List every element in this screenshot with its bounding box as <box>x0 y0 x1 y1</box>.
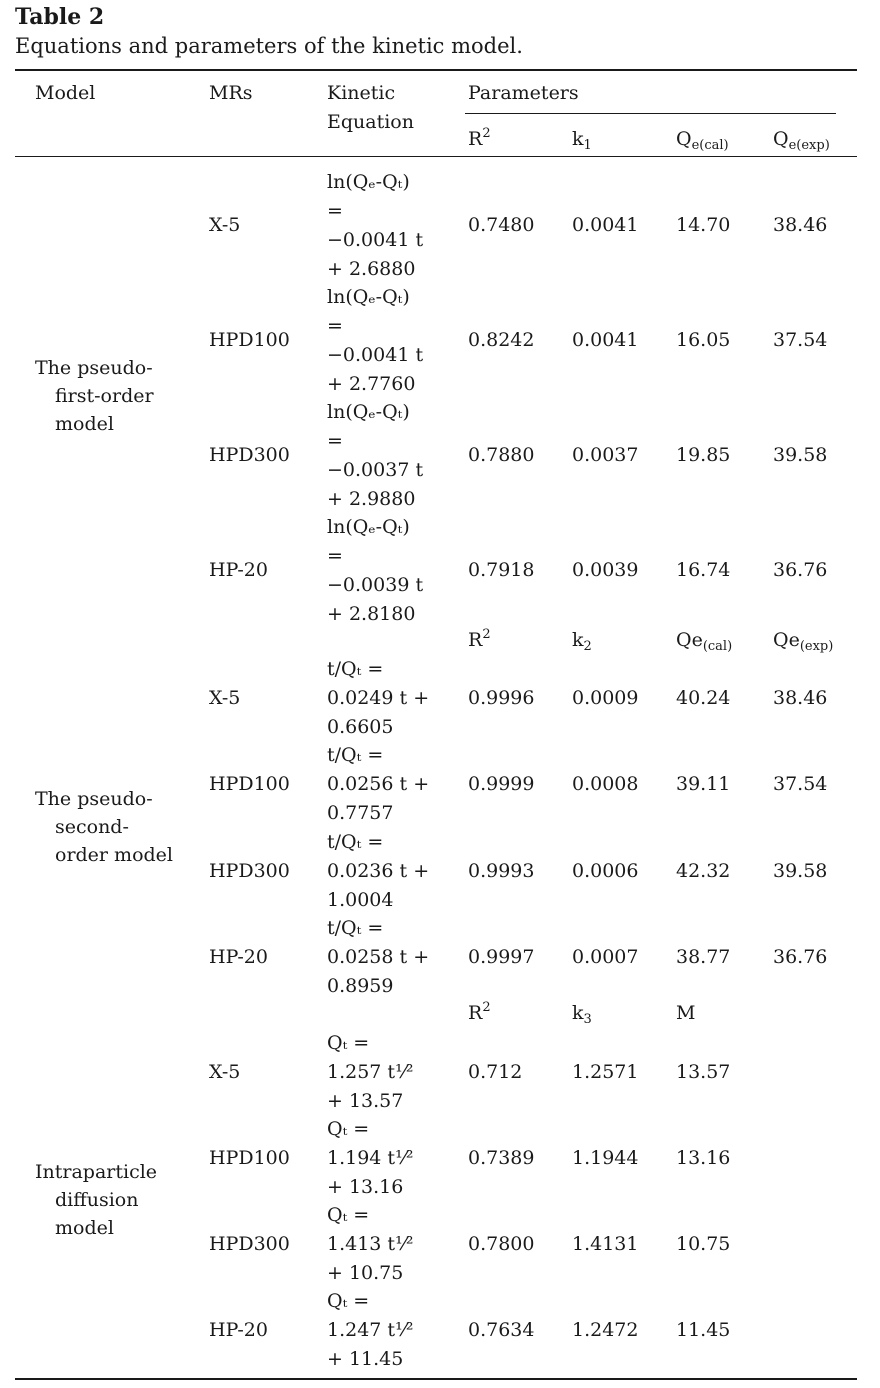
parameter-header <box>572 999 592 1028</box>
value-cell: 0.9999 <box>468 772 535 795</box>
value-cell: 0.0007 <box>572 945 639 968</box>
mr-cell: HPD300 <box>209 1232 290 1255</box>
value-cell: 0.7480 <box>468 214 535 237</box>
equation-line: t/Qₜ = <box>327 658 384 680</box>
value-cell: 13.16 <box>676 1146 731 1169</box>
mr-cell: HP-20 <box>209 945 268 968</box>
parameters-rule <box>465 113 836 114</box>
equation-line: ln(Qₑ-Qₜ) <box>327 171 410 193</box>
header-equation-line-1: Kinetic <box>327 82 396 104</box>
parameter-header-base: k <box>572 629 584 651</box>
parameter-header <box>572 626 592 655</box>
value-cell: 16.74 <box>676 559 731 582</box>
value-cell: 0.0041 <box>572 214 639 237</box>
model-name-line: Intraparticle <box>35 1161 158 1183</box>
equation-line: + 2.9880 <box>327 488 416 510</box>
parameter-header-base: R <box>468 128 483 150</box>
value-cell: 0.9993 <box>468 859 535 882</box>
value-cell: 0.7880 <box>468 444 535 467</box>
value-cell: 1.4131 <box>572 1232 639 1255</box>
equation-line: 1.247 t¹⁄² <box>327 1319 414 1341</box>
parameter-header-base: Q <box>773 128 789 150</box>
parameter-header-base: Qe <box>676 629 703 651</box>
parameter-header-base: k <box>572 1002 584 1024</box>
value-cell: 14.70 <box>676 214 731 237</box>
equation-line: + 2.7760 <box>327 373 416 395</box>
bottom-rule <box>15 1378 857 1380</box>
value-cell: 39.58 <box>773 444 828 467</box>
table-label: Table 2 <box>15 4 105 30</box>
value-cell: 0.9996 <box>468 686 535 709</box>
equation-cell <box>327 1115 413 1202</box>
model-name-line: diffusion <box>55 1189 139 1211</box>
value-cell: 0.0041 <box>572 329 639 352</box>
model-name-line: The pseudo- <box>35 357 153 379</box>
equation-line: 1.0004 <box>327 889 394 911</box>
mr-cell: HPD300 <box>209 444 290 467</box>
equation-line: −0.0039 t <box>327 574 424 596</box>
parameter-header-base: R <box>468 629 483 651</box>
equation-line: + 13.16 <box>327 1176 404 1198</box>
equation-line: t/Qₜ = <box>327 744 384 766</box>
parameter-header-sub: 3 <box>583 1012 592 1027</box>
parameter-header-sup: 2 <box>482 1000 491 1015</box>
value-cell: 1.1944 <box>572 1146 639 1169</box>
parameter-header <box>676 626 732 655</box>
model-name-line: model <box>55 1217 114 1239</box>
value-cell: 13.57 <box>676 1060 731 1083</box>
mr-cell: X-5 <box>209 686 241 709</box>
equation-cell <box>327 398 423 514</box>
header-rule <box>15 156 857 157</box>
equation-line: 1.413 t¹⁄² <box>327 1233 414 1255</box>
value-cell: 1.2571 <box>572 1060 639 1083</box>
equation-line: = <box>327 430 343 452</box>
value-cell: 39.58 <box>773 859 828 882</box>
equation-cell <box>327 1029 413 1116</box>
equation-cell <box>327 914 429 1001</box>
mr-cell: HPD100 <box>209 1146 290 1169</box>
value-cell: 0.7634 <box>468 1318 535 1341</box>
value-cell: 1.2472 <box>572 1318 639 1341</box>
value-cell: 38.46 <box>773 686 828 709</box>
equation-line: = <box>327 200 343 222</box>
value-cell: 0.7389 <box>468 1146 535 1169</box>
value-cell: 40.24 <box>676 686 731 709</box>
header-parameters: Parameters <box>468 82 579 104</box>
value-cell: 16.05 <box>676 329 731 352</box>
equation-line: −0.0041 t <box>327 229 424 251</box>
parameter-header <box>468 125 491 154</box>
value-cell: 36.76 <box>773 559 828 582</box>
value-cell: 11.45 <box>676 1318 731 1341</box>
value-cell: 0.712 <box>468 1060 523 1083</box>
equation-line: −0.0041 t <box>327 344 424 366</box>
parameter-header <box>676 125 729 154</box>
equation-cell <box>327 828 429 915</box>
equation-line: + 11.45 <box>327 1348 404 1370</box>
mr-cell: HPD100 <box>209 772 290 795</box>
parameter-header <box>773 125 830 154</box>
equation-line: −0.0037 t <box>327 459 424 481</box>
equation-cell <box>327 655 429 742</box>
equation-line: = <box>327 315 343 337</box>
value-cell: 37.54 <box>773 329 828 352</box>
equation-line: ln(Qₑ-Qₜ) <box>327 516 410 538</box>
equation-cell <box>327 168 423 284</box>
value-cell: 36.76 <box>773 945 828 968</box>
parameter-header-sub: e(cal) <box>691 138 729 153</box>
equation-line: Qₜ = <box>327 1290 370 1312</box>
equation-line: t/Qₜ = <box>327 917 384 939</box>
model-name-line: first-order <box>55 385 154 407</box>
equation-cell <box>327 1287 413 1374</box>
value-cell: 10.75 <box>676 1232 731 1255</box>
parameter-header <box>676 999 695 1028</box>
header-equation-line-2: Equation <box>327 111 414 133</box>
equation-line: + 2.8180 <box>327 603 416 625</box>
parameter-header <box>572 125 592 154</box>
value-cell: 37.54 <box>773 772 828 795</box>
parameter-header-sup: 2 <box>482 627 491 642</box>
equation-cell <box>327 283 423 399</box>
equation-line: = <box>327 545 343 567</box>
equation-cell <box>327 1201 413 1288</box>
mr-cell: X-5 <box>209 214 241 237</box>
equation-line: 0.0236 t + <box>327 860 430 882</box>
value-cell: 42.32 <box>676 859 731 882</box>
model-name-line: order model <box>55 844 173 866</box>
parameter-header-sub: 1 <box>583 138 592 153</box>
parameter-header-base: k <box>572 128 584 150</box>
equation-line: + 2.6880 <box>327 258 416 280</box>
parameter-header-base: Qe <box>773 629 800 651</box>
value-cell: 0.7800 <box>468 1232 535 1255</box>
equation-line: 1.194 t¹⁄² <box>327 1147 414 1169</box>
parameter-header-sub: e(exp) <box>788 138 830 153</box>
equation-line: Qₜ = <box>327 1204 370 1226</box>
equation-line: ln(Qₑ-Qₜ) <box>327 286 410 308</box>
equation-line: Qₜ = <box>327 1032 370 1054</box>
mr-cell: HP-20 <box>209 1318 268 1341</box>
parameter-header-base: M <box>676 1002 696 1024</box>
equation-line: 0.8959 <box>327 975 394 997</box>
value-cell: 0.7918 <box>468 559 535 582</box>
table-title: Equations and parameters of the kinetic model. <box>15 34 523 58</box>
value-cell: 0.9997 <box>468 945 535 968</box>
model-name-line: The pseudo- <box>35 788 153 810</box>
value-cell: 38.46 <box>773 214 828 237</box>
parameter-header-sub: 2 <box>583 639 592 654</box>
parameter-header-sup: 2 <box>482 126 491 141</box>
equation-line: 0.0258 t + <box>327 946 430 968</box>
parameter-header <box>468 626 491 655</box>
value-cell: 0.0039 <box>572 559 639 582</box>
value-cell: 19.85 <box>676 444 731 467</box>
mr-cell: HP-20 <box>209 559 268 582</box>
equation-line: t/Qₜ = <box>327 831 384 853</box>
value-cell: 39.11 <box>676 772 731 795</box>
parameter-header-sub: (exp) <box>799 639 834 654</box>
parameter-header-base: Q <box>676 128 692 150</box>
equation-line: 1.257 t¹⁄² <box>327 1061 414 1083</box>
header-mrs: MRs <box>209 82 253 104</box>
equation-line: 0.0256 t + <box>327 773 430 795</box>
top-rule <box>15 69 857 71</box>
equation-line: Qₜ = <box>327 1118 370 1140</box>
value-cell: 0.8242 <box>468 329 535 352</box>
value-cell: 0.0009 <box>572 686 639 709</box>
equation-line: + 10.75 <box>327 1262 404 1284</box>
parameter-header <box>773 626 833 655</box>
value-cell: 0.0037 <box>572 444 639 467</box>
equation-line: 0.6605 <box>327 716 394 738</box>
parameter-header-sub: (cal) <box>702 639 733 654</box>
parameter-header-base: R <box>468 1002 483 1024</box>
equation-cell <box>327 741 429 828</box>
header-model: Model <box>35 82 96 104</box>
mr-cell: HPD300 <box>209 859 290 882</box>
mr-cell: HPD100 <box>209 329 290 352</box>
equation-line: + 13.57 <box>327 1090 404 1112</box>
model-name-line: second- <box>55 816 129 838</box>
mr-cell: X-5 <box>209 1060 241 1083</box>
model-name-line: model <box>55 413 114 435</box>
value-cell: 38.77 <box>676 945 731 968</box>
equation-line: ln(Qₑ-Qₜ) <box>327 401 410 423</box>
equation-line: 0.7757 <box>327 802 394 824</box>
value-cell: 0.0008 <box>572 772 639 795</box>
parameter-header <box>468 999 491 1028</box>
equation-cell <box>327 513 423 629</box>
equation-line: 0.0249 t + <box>327 687 430 709</box>
value-cell: 0.0006 <box>572 859 639 882</box>
